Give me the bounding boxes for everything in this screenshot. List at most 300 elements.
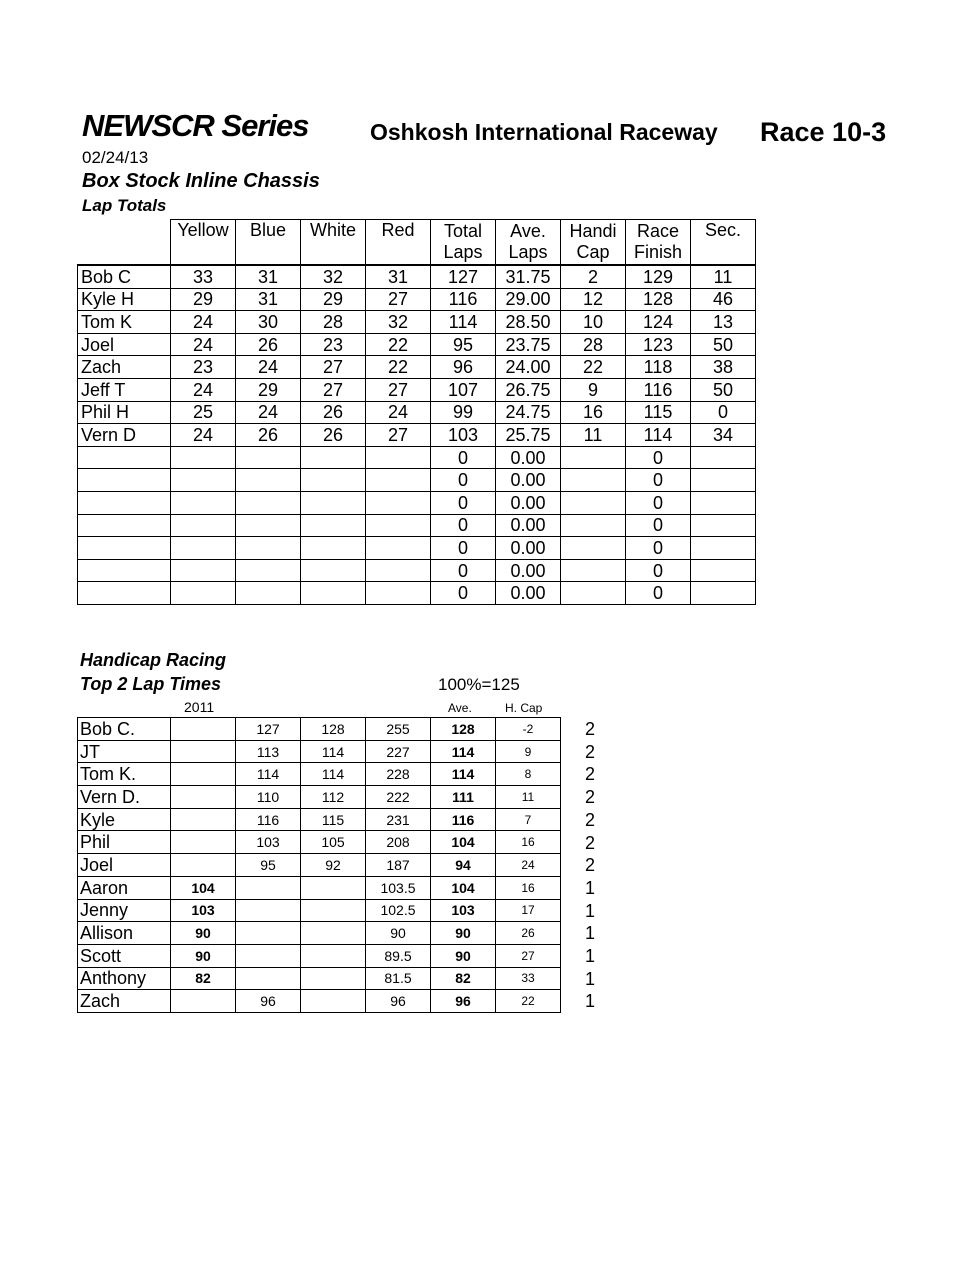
lap-col-header	[171, 220, 236, 266]
table-row	[78, 288, 756, 311]
handicap-t1-cell: 103	[236, 831, 301, 854]
handicap-hcap-cell: 26	[496, 922, 561, 945]
lap-cell: 28	[301, 311, 366, 334]
handicap-ave-cell: 96	[431, 990, 496, 1013]
lap-col-header	[626, 220, 691, 266]
race-count: 1	[585, 991, 596, 1012]
lap-cell: 24	[366, 401, 431, 424]
col-header-line1: Red	[381, 220, 415, 240]
col-2011-label: 2011	[184, 699, 215, 715]
race-count: 1	[585, 968, 596, 989]
driver-name: Phil H	[78, 401, 171, 424]
race-count: 1	[585, 900, 596, 921]
driver-name	[78, 446, 171, 469]
lap-cell: 0	[626, 537, 691, 560]
lap-cell: 32	[366, 311, 431, 334]
col-hcap-label: H. Cap	[505, 701, 543, 715]
handicap-y2011-cell: 104	[171, 876, 236, 899]
lap-cell: 24	[236, 356, 301, 379]
lap-cell	[236, 469, 301, 492]
handicap-table	[77, 717, 561, 1013]
table-row	[78, 582, 756, 605]
col-header-line1: Total	[443, 221, 483, 241]
table-row	[78, 967, 561, 990]
lap-cell: 114	[626, 424, 691, 447]
handicap-t1-cell	[236, 922, 301, 945]
table-row	[78, 763, 561, 786]
lap-cell	[171, 491, 236, 514]
handicap-hcap-cell: 16	[496, 876, 561, 899]
handicap-sum-cell: 227	[366, 740, 431, 763]
lap-col-header	[301, 220, 366, 266]
table-row	[78, 311, 756, 334]
table-row	[78, 990, 561, 1013]
table-row	[78, 333, 756, 356]
driver-name: JT	[78, 740, 171, 763]
col-header-line1: Yellow	[177, 220, 229, 240]
top2-title: Top 2 Lap Times	[80, 674, 222, 694]
handicap-t1-cell	[236, 876, 301, 899]
lap-cell: 13	[691, 311, 756, 334]
lap-cell	[171, 469, 236, 492]
lap-cell: 0	[626, 469, 691, 492]
lap-cell: 22	[561, 356, 626, 379]
col-header-line1: Handi	[569, 221, 617, 241]
handicap-hcap-cell: 27	[496, 944, 561, 967]
driver-name: Joel	[78, 854, 171, 877]
handicap-t2-cell: 114	[301, 740, 366, 763]
driver-name: Allison	[78, 922, 171, 945]
race-count: 2	[585, 855, 596, 876]
driver-name: Zach	[78, 990, 171, 1013]
lap-cell: 29.00	[496, 288, 561, 311]
handicap-sum-cell: 90	[366, 922, 431, 945]
lap-cell: 9	[561, 378, 626, 401]
table-row	[78, 808, 561, 831]
driver-name: Zach	[78, 356, 171, 379]
handicap-y2011-cell	[171, 740, 236, 763]
lap-col-header	[691, 220, 756, 266]
lap-cell: 33	[171, 265, 236, 288]
lap-cell: 29	[301, 288, 366, 311]
lap-cell: 22	[366, 356, 431, 379]
lap-cell: 0	[431, 537, 496, 560]
handicap-sum-cell: 222	[366, 786, 431, 809]
handicap-ave-cell: 90	[431, 944, 496, 967]
lap-cell: 107	[431, 378, 496, 401]
handicap-y2011-cell	[171, 763, 236, 786]
lap-cell	[561, 582, 626, 605]
lap-cell: 27	[301, 356, 366, 379]
driver-name: Tom K	[78, 311, 171, 334]
lap-cell	[236, 537, 301, 560]
handicap-y2011-cell	[171, 718, 236, 741]
lap-cell: 24	[171, 333, 236, 356]
handicap-t2-cell	[301, 876, 366, 899]
lap-cell: 23	[171, 356, 236, 379]
handicap-t1-cell: 116	[236, 808, 301, 831]
table-row	[78, 831, 561, 854]
table-row	[78, 944, 561, 967]
lap-cell	[691, 559, 756, 582]
race-count: 2	[585, 787, 596, 808]
handicap-y2011-cell: 90	[171, 944, 236, 967]
lap-cell	[366, 469, 431, 492]
handicap-sum-cell: 102.5	[366, 899, 431, 922]
lap-cell: 0	[691, 401, 756, 424]
race-count: 2	[585, 809, 596, 830]
driver-name: Bob C.	[78, 718, 171, 741]
lap-cell: 0	[626, 491, 691, 514]
lap-cell: 23	[301, 333, 366, 356]
lap-cell: 115	[626, 401, 691, 424]
lap-cell: 0	[431, 469, 496, 492]
series-title: NEWSCR Series	[82, 108, 309, 143]
lap-cell: 0	[431, 582, 496, 605]
lap-cell	[561, 469, 626, 492]
handicap-sum-cell: 81.5	[366, 967, 431, 990]
handicap-y2011-cell	[171, 808, 236, 831]
lap-cell: 0.00	[496, 514, 561, 537]
lap-cell: 28	[561, 333, 626, 356]
handicap-hcap-cell: -2	[496, 718, 561, 741]
handicap-t1-cell: 95	[236, 854, 301, 877]
handicap-sum-cell: 96	[366, 990, 431, 1013]
handicap-hcap-cell: 9	[496, 740, 561, 763]
handicap-y2011-cell: 90	[171, 922, 236, 945]
table-row	[78, 899, 561, 922]
lap-cell	[301, 491, 366, 514]
lap-cell: 11	[561, 424, 626, 447]
race-count: 1	[585, 923, 596, 944]
lap-cell: 24.75	[496, 401, 561, 424]
lap-cell: 29	[236, 378, 301, 401]
handicap-t1-cell	[236, 944, 301, 967]
handicap-t2-cell	[301, 899, 366, 922]
handicap-t1-cell: 110	[236, 786, 301, 809]
lap-cell: 0.00	[496, 582, 561, 605]
lap-cell: 103	[431, 424, 496, 447]
lap-cell: 0	[431, 514, 496, 537]
handicap-hcap-cell: 8	[496, 763, 561, 786]
table-row	[78, 559, 756, 582]
lap-col-header	[236, 220, 301, 266]
col-header-line2: Laps	[508, 242, 548, 262]
table-row	[78, 424, 756, 447]
race-count: 2	[585, 719, 596, 739]
lap-cell	[561, 559, 626, 582]
lap-cell: 0	[626, 446, 691, 469]
lap-cell: 99	[431, 401, 496, 424]
lap-cell	[366, 446, 431, 469]
lap-cell	[236, 446, 301, 469]
handicap-ave-cell: 90	[431, 922, 496, 945]
lap-cell	[301, 582, 366, 605]
race-number: Race 10-3	[760, 117, 887, 147]
lap-table-header	[78, 220, 756, 266]
table-row	[78, 469, 756, 492]
handicap-title: Handicap Racing	[80, 650, 227, 670]
lap-col-header	[561, 220, 626, 266]
handicap-t1-cell	[236, 899, 301, 922]
driver-name: Phil	[78, 831, 171, 854]
lap-cell: 24	[236, 401, 301, 424]
handicap-hcap-cell: 16	[496, 831, 561, 854]
lap-cell: 114	[431, 311, 496, 334]
handicap-t2-cell	[301, 944, 366, 967]
handicap-sum-cell: 103.5	[366, 876, 431, 899]
table-row	[78, 446, 756, 469]
lap-cell: 10	[561, 311, 626, 334]
handicap-hcap-cell: 33	[496, 967, 561, 990]
table-row	[78, 740, 561, 763]
lap-totals-table	[77, 219, 756, 605]
handicap-y2011-cell	[171, 831, 236, 854]
handicap-t2-cell: 92	[301, 854, 366, 877]
lap-cell: 24	[171, 311, 236, 334]
lap-cell	[691, 514, 756, 537]
race-count: 1	[585, 877, 596, 898]
table-row	[78, 718, 561, 741]
lap-cell	[366, 514, 431, 537]
col-header-line1: White	[309, 220, 356, 240]
handicap-t1-cell: 127	[236, 718, 301, 741]
percent-label: 100%=125	[438, 675, 520, 694]
lap-cell: 0	[431, 559, 496, 582]
col-header-line1: Blue	[249, 220, 287, 240]
handicap-t2-cell: 128	[301, 718, 366, 741]
lap-cell: 32	[301, 265, 366, 288]
col-header-line1: Ave.	[510, 221, 546, 241]
col-header-line2: Finish	[633, 242, 682, 262]
lap-cell: 2	[561, 265, 626, 288]
lap-cell	[691, 469, 756, 492]
handicap-t2-cell	[301, 967, 366, 990]
handicap-t1-cell: 96	[236, 990, 301, 1013]
handicap-t2-cell: 105	[301, 831, 366, 854]
lap-cell	[236, 582, 301, 605]
lap-cell: 34	[691, 424, 756, 447]
lap-cell: 22	[366, 333, 431, 356]
driver-name	[78, 514, 171, 537]
handicap-y2011-cell	[171, 854, 236, 877]
lap-cell: 31	[366, 265, 431, 288]
handicap-y2011-cell	[171, 786, 236, 809]
lap-cell	[301, 559, 366, 582]
lap-cell: 128	[626, 288, 691, 311]
class-name: Box Stock Inline Chassis	[82, 170, 320, 192]
lap-cell: 50	[691, 333, 756, 356]
handicap-ave-cell: 116	[431, 808, 496, 831]
col-header-line2: Cap	[576, 242, 610, 262]
handicap-ave-cell: 114	[431, 763, 496, 786]
lap-cell: 31	[236, 288, 301, 311]
lap-cell	[301, 446, 366, 469]
lap-cell: 27	[366, 288, 431, 311]
lap-cell: 0.00	[496, 491, 561, 514]
driver-name: Jenny	[78, 899, 171, 922]
lap-cell	[171, 446, 236, 469]
race-count: 2	[585, 741, 596, 762]
driver-name: Vern D.	[78, 786, 171, 809]
lap-cell: 31	[236, 265, 301, 288]
handicap-t2-cell	[301, 922, 366, 945]
lap-cell	[691, 582, 756, 605]
lap-cell: 116	[431, 288, 496, 311]
table-row	[78, 401, 756, 424]
lap-cell	[236, 491, 301, 514]
lap-cell	[561, 491, 626, 514]
lap-cell: 0.00	[496, 537, 561, 560]
handicap-hcap-cell: 17	[496, 899, 561, 922]
handicap-ave-cell: 82	[431, 967, 496, 990]
lap-cell: 129	[626, 265, 691, 288]
lap-cell: 127	[431, 265, 496, 288]
race-count: 1	[585, 946, 596, 966]
lap-cell: 0	[626, 514, 691, 537]
lap-cell	[561, 446, 626, 469]
handicap-sum-cell: 231	[366, 808, 431, 831]
lap-cell: 24	[171, 424, 236, 447]
col-header-line1: Race	[636, 221, 680, 241]
lap-cell: 124	[626, 311, 691, 334]
lap-cell: 26	[301, 401, 366, 424]
lap-cell	[561, 537, 626, 560]
lap-cell: 26	[236, 333, 301, 356]
section-title: Lap Totals	[82, 196, 167, 215]
lap-cell: 0.00	[496, 469, 561, 492]
handicap-t2-cell: 114	[301, 763, 366, 786]
lap-cell: 23.75	[496, 333, 561, 356]
driver-name: Aaron	[78, 876, 171, 899]
lap-cell: 27	[301, 378, 366, 401]
lap-cell: 116	[626, 378, 691, 401]
handicap-t2-cell: 112	[301, 786, 366, 809]
lap-cell: 31.75	[496, 265, 561, 288]
table-row	[78, 356, 756, 379]
race-date: 02/24/13	[82, 148, 149, 167]
handicap-hcap-cell: 7	[496, 808, 561, 831]
lap-cell: 0	[626, 582, 691, 605]
lap-col-header	[366, 220, 431, 266]
driver-name	[78, 537, 171, 560]
handicap-ave-cell: 104	[431, 876, 496, 899]
venue-title: Oshkosh International Raceway	[370, 119, 718, 145]
lap-cell: 95	[431, 333, 496, 356]
handicap-y2011-cell	[171, 990, 236, 1013]
lap-cell	[366, 537, 431, 560]
lap-cell: 96	[431, 356, 496, 379]
handicap-t1-cell	[236, 967, 301, 990]
lap-cell: 26	[236, 424, 301, 447]
lap-cell: 50	[691, 378, 756, 401]
lap-col-header	[496, 220, 561, 266]
handicap-ave-cell: 128	[431, 718, 496, 741]
table-row	[78, 514, 756, 537]
lap-cell	[561, 514, 626, 537]
table-row	[78, 378, 756, 401]
lap-cell	[301, 469, 366, 492]
handicap-y2011-cell: 103	[171, 899, 236, 922]
handicap-ave-cell: 114	[431, 740, 496, 763]
lap-cell	[301, 514, 366, 537]
lap-cell: 38	[691, 356, 756, 379]
lap-col-header	[431, 220, 496, 266]
lap-cell: 27	[366, 424, 431, 447]
lap-cell	[236, 559, 301, 582]
handicap-hcap-cell: 22	[496, 990, 561, 1013]
handicap-hcap-cell: 11	[496, 786, 561, 809]
handicap-t2-cell	[301, 990, 366, 1013]
lap-cell: 24.00	[496, 356, 561, 379]
driver-name: Anthony	[78, 967, 171, 990]
driver-name: Jeff T	[78, 378, 171, 401]
lap-cell	[236, 514, 301, 537]
col-header-line1: Sec.	[704, 220, 742, 240]
handicap-y2011-cell: 82	[171, 967, 236, 990]
lap-cell: 24	[171, 378, 236, 401]
lap-cell	[366, 582, 431, 605]
table-row	[78, 786, 561, 809]
driver-name	[78, 491, 171, 514]
handicap-sum-cell: 228	[366, 763, 431, 786]
table-row	[78, 876, 561, 899]
handicap-ave-cell: 94	[431, 854, 496, 877]
driver-name: Kyle	[78, 808, 171, 831]
lap-cell	[691, 537, 756, 560]
driver-name: Vern D	[78, 424, 171, 447]
lap-cell: 0	[431, 491, 496, 514]
lap-cell: 16	[561, 401, 626, 424]
driver-name: Kyle H	[78, 288, 171, 311]
driver-name: Tom K.	[78, 763, 171, 786]
handicap-sum-cell: 187	[366, 854, 431, 877]
handicap-ave-cell: 111	[431, 786, 496, 809]
table-row	[78, 854, 561, 877]
lap-cell	[366, 559, 431, 582]
lap-cell: 11	[691, 265, 756, 288]
handicap-ave-cell: 103	[431, 899, 496, 922]
table-row	[78, 537, 756, 560]
lap-cell: 30	[236, 311, 301, 334]
lap-cell: 25.75	[496, 424, 561, 447]
lap-cell	[691, 491, 756, 514]
handicap-t1-cell: 114	[236, 763, 301, 786]
lap-cell	[366, 491, 431, 514]
lap-cell: 27	[366, 378, 431, 401]
lap-cell: 12	[561, 288, 626, 311]
lap-cell	[171, 514, 236, 537]
driver-name: Bob C	[78, 265, 171, 288]
lap-cell	[301, 537, 366, 560]
header-blank	[78, 220, 171, 266]
col-header-line2: Laps	[443, 242, 483, 262]
handicap-t1-cell: 113	[236, 740, 301, 763]
lap-cell: 123	[626, 333, 691, 356]
table-row	[78, 491, 756, 514]
driver-name	[78, 469, 171, 492]
lap-cell	[171, 582, 236, 605]
lap-cell	[171, 559, 236, 582]
table-row	[78, 922, 561, 945]
handicap-sum-cell: 255	[366, 718, 431, 741]
lap-cell	[691, 446, 756, 469]
handicap-t2-cell: 115	[301, 808, 366, 831]
handicap-sum-cell: 208	[366, 831, 431, 854]
driver-name: Scott	[78, 944, 171, 967]
lap-cell: 0.00	[496, 559, 561, 582]
lap-cell: 25	[171, 401, 236, 424]
